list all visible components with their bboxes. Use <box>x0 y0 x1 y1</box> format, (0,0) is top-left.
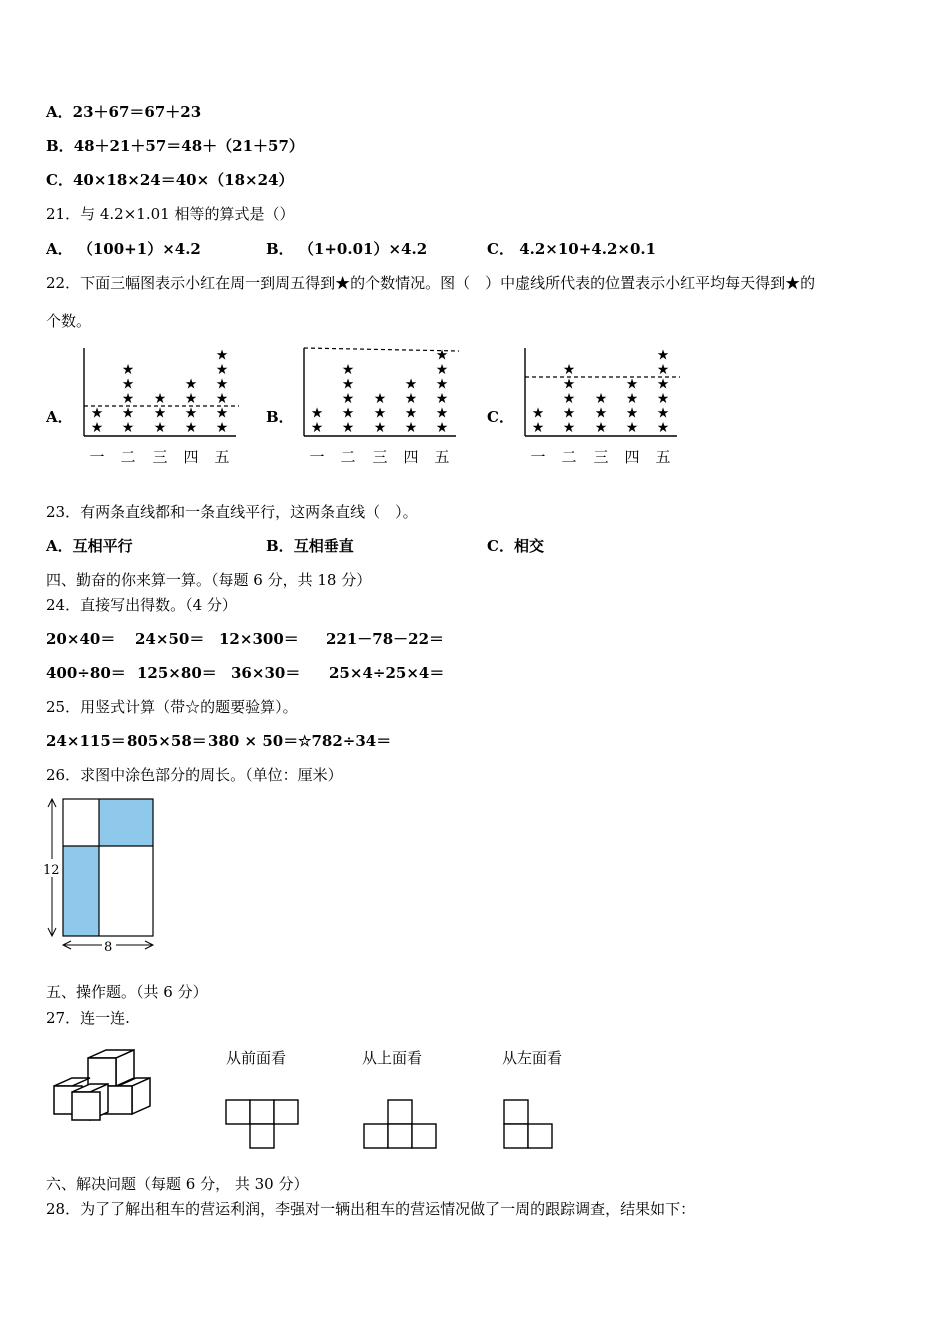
star-mark: ★ <box>184 376 198 393</box>
star-mark: ★ <box>341 391 355 407</box>
star-mark: ★ <box>531 405 545 422</box>
day-tick-label: 一 <box>89 448 105 466</box>
q22-star-chart-b <box>296 345 466 470</box>
q23-option-b: B．互相垂直 <box>266 537 354 555</box>
q24-stem: 24．直接写出得数。（4 分） <box>46 596 237 614</box>
star-mark: ★ <box>310 405 324 422</box>
star-mark: ★ <box>373 391 387 407</box>
q21-option-b: B． （1+0.01）×4.2 <box>266 240 428 258</box>
star-mark: ★ <box>373 405 387 422</box>
star-mark: ★ <box>594 420 608 436</box>
star-mark: ★ <box>90 405 104 422</box>
star-mark: ★ <box>215 391 229 407</box>
day-tick-label: 一 <box>530 448 546 466</box>
star-mark: ★ <box>373 420 387 436</box>
star-mark: ★ <box>435 391 449 407</box>
star-mark: ★ <box>310 420 324 436</box>
q24-item: 221－78－22＝ <box>326 630 445 648</box>
q22-star-chart-a <box>76 345 246 470</box>
day-tick-label: 三 <box>152 448 168 466</box>
star-mark: ★ <box>656 405 670 422</box>
star-mark: ★ <box>153 420 167 436</box>
q24-item: 25×4÷25×4＝ <box>329 664 445 682</box>
star-mark: ★ <box>594 391 608 407</box>
q24-item: 125×80＝ <box>137 664 217 682</box>
left-view-shape <box>503 1098 559 1154</box>
q25-stem: 25．用竖式计算（带☆的题要验算）。 <box>46 698 298 716</box>
q27-stem: 27．连一连. <box>46 1009 130 1027</box>
view-label-left: 从左面看 <box>502 1049 563 1067</box>
q22-chart-c-label: C． <box>487 408 514 426</box>
star-mark: ★ <box>435 405 449 422</box>
q21-option-c: C． 4.2×10+4.2×0.1 <box>487 240 657 258</box>
star-mark: ★ <box>656 376 670 393</box>
q24-item: 20×40＝ <box>46 630 116 648</box>
star-mark: ★ <box>435 420 449 436</box>
star-mark: ★ <box>594 405 608 422</box>
star-mark: ★ <box>215 347 229 364</box>
star-mark: ★ <box>404 420 418 436</box>
star-mark: ★ <box>435 347 449 364</box>
star-mark: ★ <box>562 405 576 422</box>
star-mark: ★ <box>184 391 198 407</box>
q25-item: 24×115＝ <box>46 732 126 750</box>
q25-item: ☆782÷34＝ <box>298 732 392 750</box>
q22-star-chart-c <box>517 345 687 470</box>
star-mark: ★ <box>562 420 576 436</box>
day-tick-label: 二 <box>120 448 136 466</box>
section-4-heading: 四、勤奋的你来算一算。（每题 6 分，共 18 分） <box>46 571 372 589</box>
width-label: 8 <box>104 940 113 955</box>
day-tick-label: 四 <box>624 448 640 466</box>
cube-stack-figure <box>50 1048 165 1128</box>
star-mark: ★ <box>121 405 135 422</box>
day-tick-label: 四 <box>183 448 199 466</box>
q28-stem: 28．为了了解出租车的营运利润，李强对一辆出租车的营运情况做了一周的跟踪调查，结果如下： <box>46 1200 696 1218</box>
star-mark: ★ <box>625 420 639 436</box>
day-tick-label: 三 <box>372 448 388 466</box>
section-6-heading: 六、解决问题（每题 6 分， 共 30 分） <box>46 1175 309 1193</box>
height-label: 12 <box>43 863 60 878</box>
day-tick-label: 二 <box>561 448 577 466</box>
day-tick-label: 五 <box>655 448 671 466</box>
star-mark: ★ <box>404 405 418 422</box>
q25-item: 805×58＝ <box>127 732 207 750</box>
top-view-shape <box>363 1098 443 1154</box>
star-mark: ★ <box>531 420 545 436</box>
star-mark: ★ <box>121 362 135 378</box>
star-mark: ★ <box>341 362 355 378</box>
star-mark: ★ <box>215 405 229 422</box>
q22-chart-a-label: A． <box>46 408 73 426</box>
star-mark: ★ <box>404 376 418 393</box>
star-mark: ★ <box>404 391 418 407</box>
shaded-region-top <box>99 799 153 846</box>
q25-item: 380 × 50＝ <box>208 732 299 750</box>
day-tick-label: 五 <box>434 448 450 466</box>
q26-figure <box>40 795 165 955</box>
star-mark: ★ <box>341 376 355 393</box>
q23-option-a: A．互相平行 <box>46 537 133 555</box>
star-mark: ★ <box>656 391 670 407</box>
star-mark: ★ <box>153 391 167 407</box>
day-tick-label: 三 <box>593 448 609 466</box>
star-mark: ★ <box>341 420 355 436</box>
q21-stem: 21．与 4.2×1.01 相等的算式是（） <box>46 205 295 223</box>
day-tick-label: 一 <box>309 448 325 466</box>
star-mark: ★ <box>656 347 670 364</box>
q21-option-a: A． （100+1）×4.2 <box>46 240 201 258</box>
star-mark: ★ <box>625 391 639 407</box>
q26-stem: 26．求图中涂色部分的周长。（单位：厘米） <box>46 766 343 784</box>
day-tick-label: 四 <box>403 448 419 466</box>
star-mark: ★ <box>625 376 639 393</box>
view-label-front: 从前面看 <box>226 1049 287 1067</box>
q24-item: 400÷80＝ <box>46 664 126 682</box>
q24-item: 36×30＝ <box>231 664 301 682</box>
q20-option-c: C．40×18×24＝40×（18×24） <box>46 171 294 189</box>
q22-chart-b-label: B． <box>266 408 294 426</box>
star-mark: ★ <box>625 405 639 422</box>
star-mark: ★ <box>656 362 670 378</box>
q22-stem-line2: 个数。 <box>46 312 92 330</box>
q22-stem-line1: 22．下面三幅图表示小红在周一到周五得到★的个数情况。图（ ）中虚线所代表的位置表示小红平均每天得到★的 <box>46 274 816 292</box>
q24-item: 12×300＝ <box>219 630 299 648</box>
view-label-top: 从上面看 <box>362 1049 423 1067</box>
star-mark: ★ <box>341 405 355 422</box>
day-tick-label: 二 <box>340 448 356 466</box>
star-mark: ★ <box>184 420 198 436</box>
q23-option-c: C．相交 <box>487 537 544 555</box>
star-mark: ★ <box>184 405 198 422</box>
star-mark: ★ <box>153 405 167 422</box>
front-view-shape <box>225 1098 305 1154</box>
star-mark: ★ <box>435 376 449 393</box>
star-mark: ★ <box>121 391 135 407</box>
q24-item: 24×50＝ <box>135 630 205 648</box>
star-mark: ★ <box>121 376 135 393</box>
star-mark: ★ <box>435 362 449 378</box>
q20-option-a: A．23＋67＝67＋23 <box>46 103 202 121</box>
star-mark: ★ <box>215 420 229 436</box>
star-mark: ★ <box>562 362 576 378</box>
star-mark: ★ <box>215 376 229 393</box>
star-mark: ★ <box>121 420 135 436</box>
star-mark: ★ <box>562 391 576 407</box>
q20-option-b: B．48＋21＋57＝48＋（21＋57） <box>46 137 304 155</box>
section-5-heading: 五、操作题。（共 6 分） <box>46 983 208 1001</box>
star-mark: ★ <box>562 376 576 393</box>
star-mark: ★ <box>90 420 104 436</box>
star-mark: ★ <box>215 362 229 378</box>
star-mark: ★ <box>656 420 670 436</box>
q23-stem: 23．有两条直线都和一条直线平行，这两条直线（ ）。 <box>46 503 418 521</box>
shaded-region-left <box>63 846 99 936</box>
day-tick-label: 五 <box>214 448 230 466</box>
